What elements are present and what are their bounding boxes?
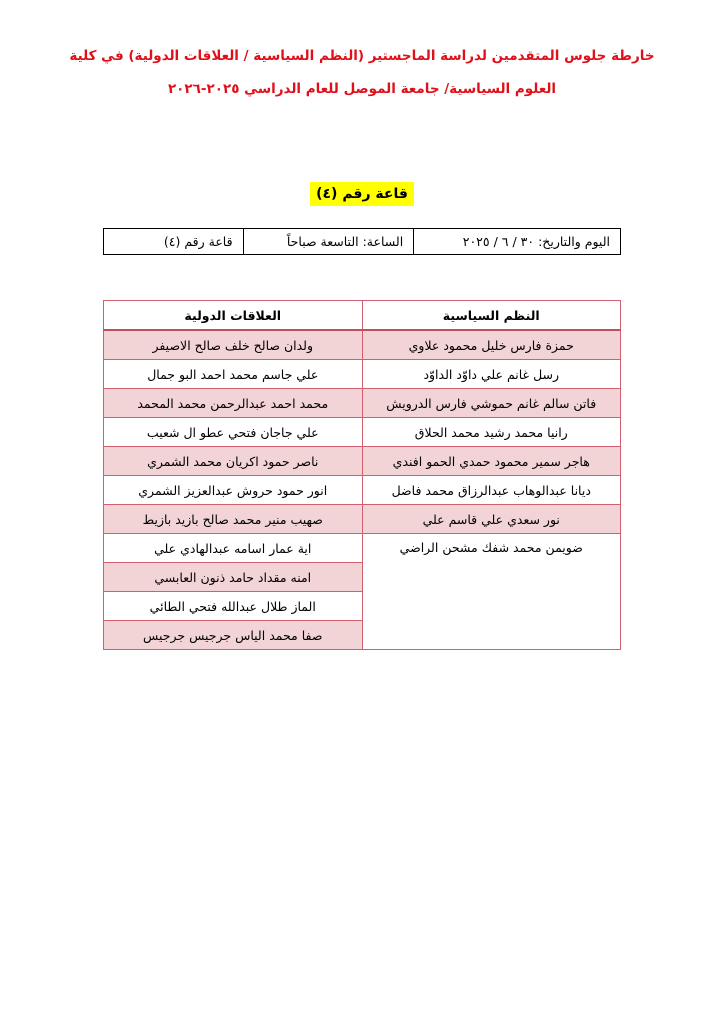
hall-heading <box>0 182 724 206</box>
international-cell: علي جاسم محمد احمد البو جمال <box>104 360 363 389</box>
international-cell: ولدان صالح خلف صالح الاصيفر <box>104 330 363 360</box>
info-date: اليوم والتاريخ: ٣٠ / ٦ / ٢٠٢٥ <box>414 229 621 255</box>
international-cell: الماز طلال عبدالله فتحي الطائي <box>104 592 363 621</box>
info-hall: قاعة رقم (٤) <box>104 229 244 255</box>
international-cell: امنه مقداد حامد ذنون العابسي <box>104 563 363 592</box>
political-cell: هاجر سمير محمود حمدي الحمو افندي <box>362 447 621 476</box>
political-cell: نور سعدي علي قاسم علي <box>362 505 621 534</box>
seating-table <box>103 300 621 650</box>
international-cell: ناصر حمود اكريان محمد الشمري <box>104 447 363 476</box>
international-cell: اية عمار اسامه عبدالهادي علي <box>104 534 363 563</box>
political-cell: ضويمن محمد شفك مشحن الراضي <box>362 534 621 650</box>
international-cell: محمد احمد عبدالرحمن محمد المحمد <box>104 389 363 418</box>
international-cell: صهيب منير محمد صالح بازيد بازيط <box>104 505 363 534</box>
page-title-line1: خارطة جلوس المتقدمين لدراسة الماجستير (النظم السياسية / العلاقات الدولية) في كلية <box>69 48 655 64</box>
info-time: الساعة: التاسعة صباحاً <box>243 229 414 255</box>
page-title-line2: العلوم السياسية/ جامعة الموصل للعام الدراسي ٢٠٢٥-٢٠٢٦ <box>167 81 557 97</box>
political-cell: حمزة فارس خليل محمود علاوي <box>362 330 621 360</box>
col-header-political: النظم السياسية <box>362 301 621 331</box>
political-cell: رانيا محمد رشيد محمد الحلاق <box>362 418 621 447</box>
hall-label: قاعة رقم (٤) <box>310 182 414 206</box>
international-cell: صفا محمد الياس جرجيس جرجيس <box>104 621 363 650</box>
col-header-international: العلاقات الدولية <box>104 301 363 331</box>
political-cell: ديانا عبدالوهاب عبدالرزاق محمد فاضل <box>362 476 621 505</box>
international-cell: انور حمود حروش عبدالعزيز الشمري <box>104 476 363 505</box>
political-cell: فاتن سالم غانم حموشي فارس الدرويش <box>362 389 621 418</box>
session-info-table <box>103 228 621 255</box>
political-cell: رسل غانم علي داوّد الداوّد <box>362 360 621 389</box>
international-cell: علي جاجان فتحي عطو ال شعيب <box>104 418 363 447</box>
